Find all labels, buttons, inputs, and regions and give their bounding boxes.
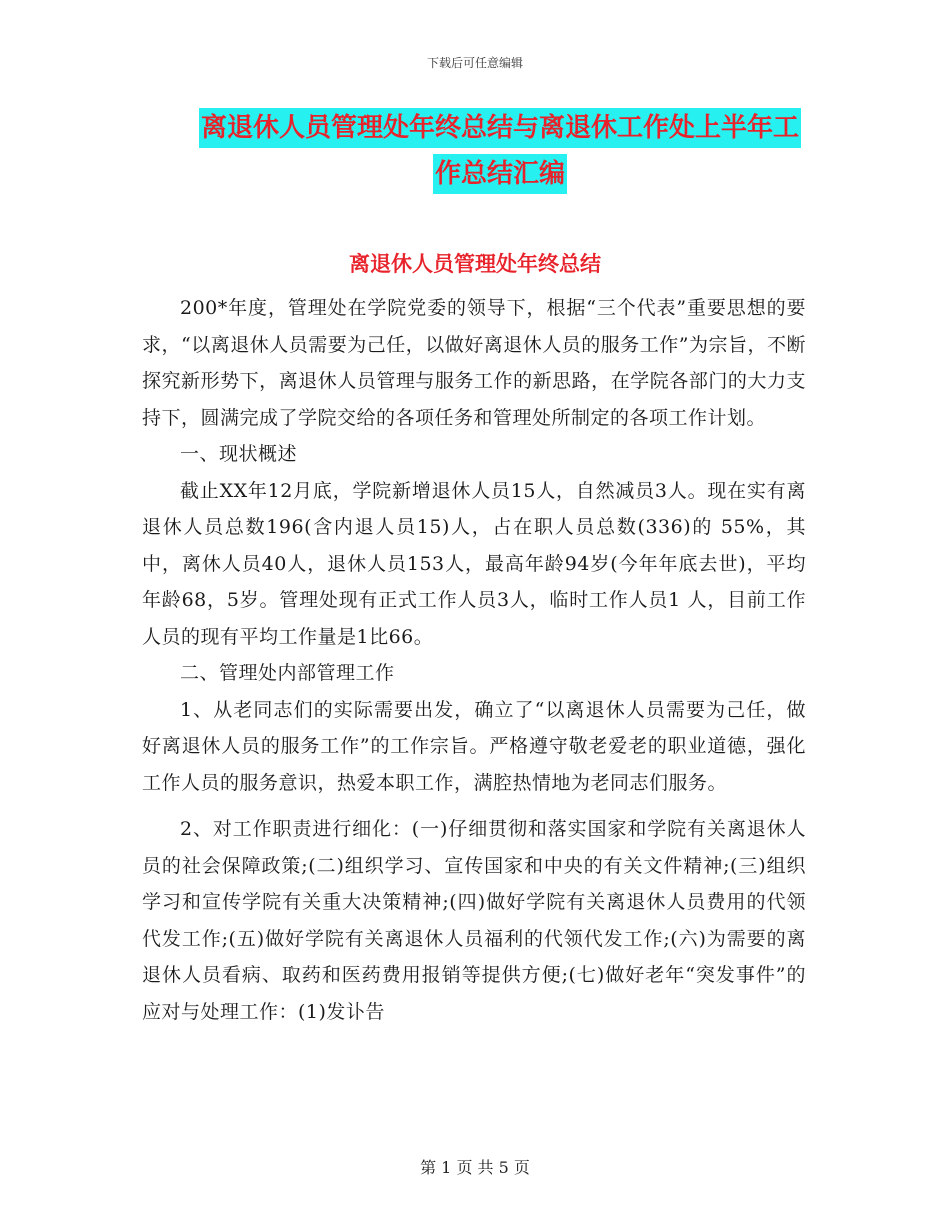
document-title [190,108,810,194]
body-text [142,290,806,1030]
paragraph-intro: 200*年度，管理处在学院党委的领导下，根据“三个代表”重要思想的要求，“以离退休人员需要为己任，以做好离退休人员的服务工作”为宗旨，不断探究新形势下，离退休人员管理与服务工作的新思路，在学院各部门的大力支持下，圆满完成了学院交给的各项任务和管理处所制定的各项工作计划。 [142,297,806,429]
title-line-1: 离退休人员管理处年终总结与离退休工作处上半年工 [199,108,801,148]
header-note: 下载后可任意编辑 [426,56,523,70]
paragraph-status: 截止XX年12月底，学院新增退休人员15人，自然减员3人。现在实有离退休人员总数196(含内退人员15)人，占在职人员总数(336)的 55%，其中，离休人员40人，退休人员153人，最高年龄94岁(今年年底去世)，平均年龄68，5岁。管理处现有正式工作人员3人，临时工作人员1 人，目前工作人员的现有平均工作量是1比66。 [142,479,806,648]
section-title: 离退休人员管理处年终总结 [349,251,601,276]
page-footer: 第 1 页 共 5 页 [420,1158,530,1177]
paragraph-item-2: 2、对工作职责进行细化：(一)仔细贯彻和落实国家和学院有关离退休人员的社会保障政策;(二)组织学习、宣传国家和中央的有关文件精神;(三)组织学习和宣传学院有关重大决策精神;(四)做好学院有关离退休人员费用的代领代发工作;(五)做好学院有关离退休人员福利的代领代发工作;(六)为需要的离退休人员看病、取药和医药费用报销等提供方便;(七)做好老年“突发事件”的应对与处理工作：(1)发讣告 [142,818,806,1023]
title-line-2: 作总结汇编 [433,154,567,194]
paragraph-item-1: 1、从老同志们的实际需要出发，确立了“以离退休人员需要为己任，做好离退休人员的服务工作”的工作宗旨。严格遵守敬老爱老的职业道德，强化工作人员的服务意识，热爱本职工作，满腔热情地为老同志们服务。 [142,698,806,794]
heading-internal-management: 二、管理处内部管理工作 [180,662,395,684]
heading-status-overview: 一、现状概述 [180,443,298,465]
